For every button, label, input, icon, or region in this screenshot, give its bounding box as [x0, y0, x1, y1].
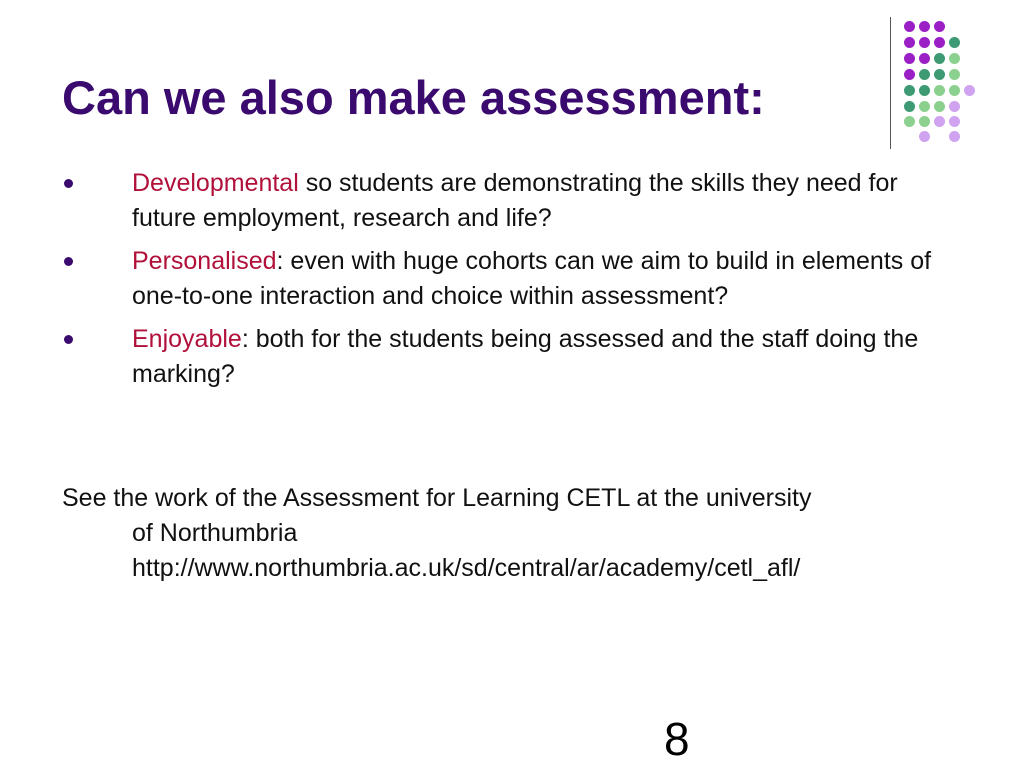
see-also-line1: See the work of the Assessment for Learning CETL at the university: [62, 484, 812, 512]
grid-dot: [919, 69, 930, 80]
grid-dot: [919, 116, 930, 127]
bullet-list: [0, 166, 1024, 400]
bullet-item-enjoyable: [0, 322, 1024, 392]
bullet-dot-icon: [64, 335, 73, 344]
bullet-keyword: Developmental: [132, 169, 299, 197]
grid-dot: [919, 21, 930, 32]
grid-dot: [904, 85, 915, 96]
grid-dot: [934, 101, 945, 112]
grid-dot: [949, 101, 960, 112]
grid-dot: [949, 53, 960, 64]
grid-dot: [934, 116, 945, 127]
grid-dot: [919, 131, 930, 142]
grid-dot: [949, 85, 960, 96]
cetl-url-link[interactable]: http://www.northumbria.ac.uk/sd/central/ar/academy/cetl_afl/: [132, 554, 801, 582]
grid-dot: [934, 37, 945, 48]
grid-dot: [904, 69, 915, 80]
bullet-item-developmental: [0, 166, 1024, 236]
grid-dot: [919, 85, 930, 96]
grid-dot: [949, 69, 960, 80]
bullet-keyword: Personalised: [132, 247, 277, 275]
vertical-divider: [890, 17, 891, 149]
grid-dot: [934, 21, 945, 32]
bullet-dot-icon: [64, 179, 73, 188]
grid-dot: [904, 53, 915, 64]
grid-dot: [964, 85, 975, 96]
bullet-keyword: Enjoyable: [132, 325, 242, 353]
grid-dot: [949, 131, 960, 142]
grid-dot: [934, 69, 945, 80]
bullet-item-personalised: [0, 244, 1024, 314]
see-also-line2: of Northumbria: [132, 519, 298, 547]
bullet-text: : even with huge cohorts can we aim to build in elements of one-to-one interaction and choice within assessment?: [132, 247, 932, 310]
page-number: 8: [664, 713, 690, 765]
grid-dot: [949, 37, 960, 48]
bullet-dot-icon: [64, 257, 73, 266]
grid-dot: [919, 53, 930, 64]
grid-dot: [949, 116, 960, 127]
bullet-text: so students are demonstrating the skills they need for future employment, research and life?: [132, 169, 898, 232]
slide-title: Can we also make assessment:: [62, 71, 765, 124]
see-also-paragraph: [62, 481, 982, 586]
grid-dot: [919, 101, 930, 112]
grid-dot: [919, 37, 930, 48]
grid-dot: [934, 53, 945, 64]
grid-dot: [904, 116, 915, 127]
bullet-text: : both for the students being assessed and the staff doing the marking?: [132, 325, 919, 388]
grid-dot: [934, 85, 945, 96]
grid-dot: [904, 37, 915, 48]
grid-dot: [904, 101, 915, 112]
grid-dot: [904, 21, 915, 32]
